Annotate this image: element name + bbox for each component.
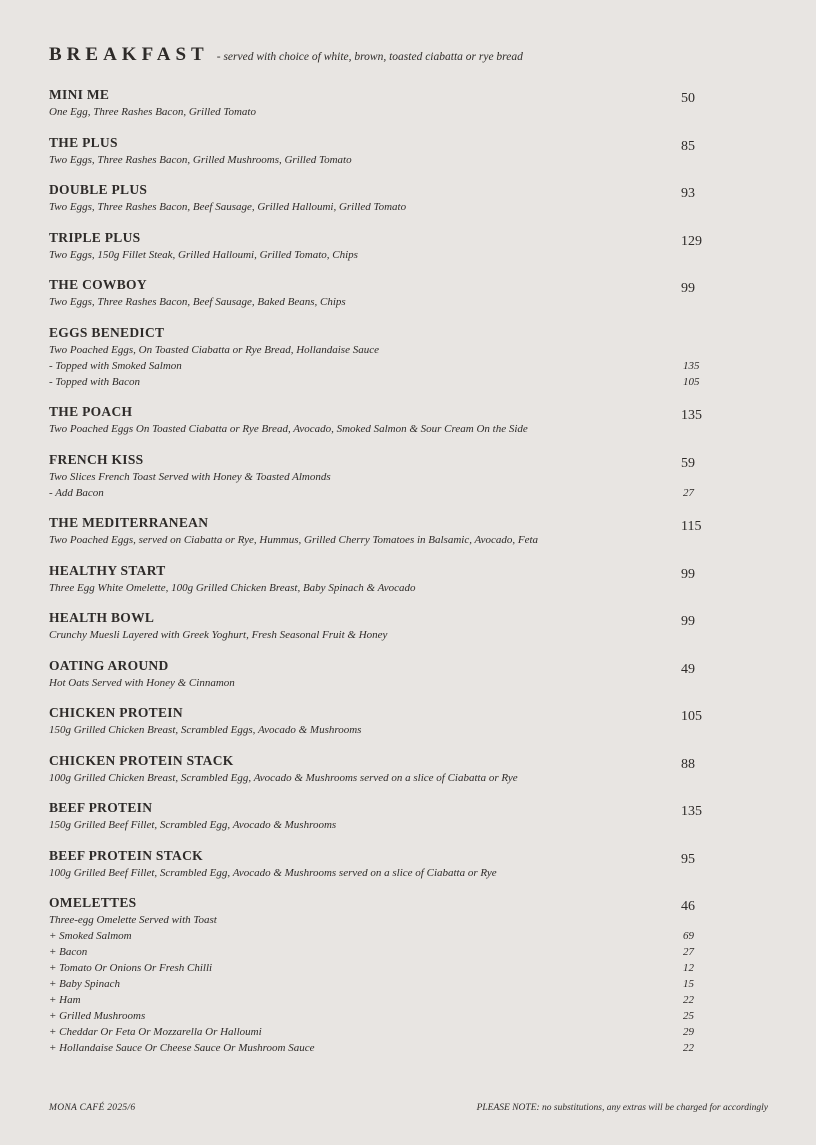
menu-item xyxy=(49,276,711,310)
menu-item-description: 150g Grilled Chicken Breast, Scrambled Eggs, Avocado & Mushrooms xyxy=(49,724,362,736)
menu-item-description: Crunchy Muesli Layered with Greek Yoghurt, Fresh Seasonal Fruit & Honey xyxy=(49,629,388,641)
menu-item xyxy=(49,229,711,263)
menu-item-description: Two Eggs, 150g Fillet Steak, Grilled Halloumi, Grilled Tomato, Chips xyxy=(49,248,358,261)
menu-item-price: 59 xyxy=(681,455,695,471)
menu-item-price: 88 xyxy=(681,756,695,772)
option-label: + Tomato Or Onions Or Fresh Chilli xyxy=(49,962,213,974)
menu-item-option xyxy=(49,960,711,976)
menu-item-price: 99 xyxy=(681,566,695,582)
menu-item-description: One Egg, Three Rashes Bacon, Grilled Tomato xyxy=(49,106,256,118)
menu-item xyxy=(49,134,711,168)
menu-item-header xyxy=(49,324,711,342)
menu-item-option xyxy=(49,358,711,374)
menu-item-option xyxy=(49,992,711,1008)
menu-item-option xyxy=(49,485,711,501)
option-price: 15 xyxy=(683,978,694,990)
option-label: - Add Bacon xyxy=(49,486,104,499)
menu-item-description: Two Eggs, Three Rashes Bacon, Beef Sausage, Grilled Halloumi, Grilled Tomato xyxy=(49,201,407,213)
menu-item-price: 85 xyxy=(681,138,695,154)
menu-item xyxy=(49,86,711,120)
menu-item-option xyxy=(49,1024,711,1040)
menu-item-name: THE PLUS xyxy=(49,134,118,150)
menu-item-name: THE COWBOY xyxy=(49,277,147,292)
option-label: + Hollandaise Sauce Or Cheese Sauce Or Mushroom Sauce xyxy=(49,1042,315,1054)
menu-item-header xyxy=(49,657,711,675)
menu-item-price: 95 xyxy=(681,851,695,867)
menu-item-description: Two Slices French Toast Served with Honey & Toasted Almonds xyxy=(49,470,331,483)
menu-item-name: HEALTH BOWL xyxy=(49,610,155,625)
menu-item-price: 135 xyxy=(681,804,702,819)
menu-item-name: THE MEDITERRANEAN xyxy=(49,515,209,530)
option-label: - Topped with Bacon xyxy=(49,375,140,388)
menu-item-header xyxy=(49,894,711,912)
menu-item-name: OMELETTES xyxy=(49,895,137,910)
option-price: 29 xyxy=(683,1026,694,1038)
option-label: + Cheddar Or Feta Or Mozzarella Or Halloumi xyxy=(49,1026,262,1038)
menu-header xyxy=(49,44,523,66)
menu-list xyxy=(49,86,711,1070)
option-price: 27 xyxy=(683,946,694,958)
option-price: 27 xyxy=(683,486,694,499)
option-label: + Baby Spinach xyxy=(49,978,120,990)
menu-item-description: Two Eggs, Three Rashes Bacon, Beef Sausage, Baked Beans, Chips xyxy=(49,296,346,308)
menu-item-header xyxy=(49,799,711,817)
menu-item-name: OATING AROUND xyxy=(49,657,169,673)
menu-item-header xyxy=(49,562,711,580)
menu-item-header xyxy=(49,704,711,722)
menu-item-header xyxy=(49,609,711,627)
menu-item xyxy=(49,847,711,881)
option-price: 22 xyxy=(683,994,694,1006)
menu-item-header xyxy=(49,86,711,104)
menu-item-price: 129 xyxy=(681,233,702,249)
menu-item-description: Two Poached Eggs On Toasted Ciabatta or Rye Bread, Avocado, Smoked Salmon & Sour Cream On the Side xyxy=(49,423,528,435)
menu-item-description: 100g Grilled Beef Fillet, Scrambled Egg, Avocado & Mushrooms served on a slice of Ciabatta or Rye xyxy=(49,866,497,879)
menu-item-name: FRENCH KISS xyxy=(49,451,144,467)
menu-item-description: Two Poached Eggs, served on Ciabatta or Rye, Hummus, Grilled Cherry Tomatoes in Balsamic, Avocado, Feta xyxy=(49,534,539,546)
menu-item-price: 49 xyxy=(681,661,695,677)
menu-item-description: 150g Grilled Beef Fillet, Scrambled Egg, Avocado & Mushrooms xyxy=(49,819,337,831)
menu-item xyxy=(49,324,711,390)
menu-item-price xyxy=(681,324,711,328)
menu-item-name: BEEF PROTEIN STACK xyxy=(49,847,203,863)
menu-item-name: MINI ME xyxy=(49,87,110,102)
menu-item-description: 100g Grilled Chicken Breast, Scrambled Egg, Avocado & Mushrooms served on a slice of Ciabatta or Rye xyxy=(49,771,518,784)
menu-item-option xyxy=(49,374,711,390)
menu-item xyxy=(49,799,711,833)
menu-item-price: 93 xyxy=(681,186,695,201)
menu-item-option xyxy=(49,976,711,992)
menu-item-option xyxy=(49,1008,711,1024)
menu-item xyxy=(49,752,711,786)
option-price: 25 xyxy=(683,1010,694,1022)
menu-item-price: 46 xyxy=(681,899,695,914)
menu-item-header xyxy=(49,134,711,152)
menu-item xyxy=(49,704,711,738)
menu-item-name: CHICKEN PROTEIN xyxy=(49,705,183,720)
option-price: 135 xyxy=(683,359,700,372)
menu-item-price: 99 xyxy=(681,614,695,629)
menu-item-header xyxy=(49,229,711,247)
footer-note: PLEASE NOTE: no substitutions, any extras will be charged for accordingly xyxy=(476,1103,768,1113)
menu-item-price: 99 xyxy=(681,281,695,296)
menu-title: BREAKFAST xyxy=(49,44,209,65)
menu-item-header xyxy=(49,752,711,770)
menu-item xyxy=(49,657,711,691)
menu-item xyxy=(49,562,711,596)
menu-item-name: CHICKEN PROTEIN STACK xyxy=(49,752,234,768)
menu-item-description: Two Eggs, Three Rashes Bacon, Grilled Mushrooms, Grilled Tomato xyxy=(49,153,352,166)
menu-item xyxy=(49,403,711,437)
menu-item-description: Three-egg Omelette Served with Toast xyxy=(49,914,217,926)
menu-item-price: 135 xyxy=(681,408,702,423)
menu-item-price: 50 xyxy=(681,91,695,106)
menu-item xyxy=(49,514,711,548)
option-price: 22 xyxy=(683,1042,694,1054)
option-price: 69 xyxy=(683,930,694,942)
menu-item xyxy=(49,609,711,643)
menu-item-option xyxy=(49,928,711,944)
menu-item-header xyxy=(49,276,711,294)
menu-item-name: EGGS BENEDICT xyxy=(49,324,165,340)
option-label: - Topped with Smoked Salmon xyxy=(49,359,182,372)
menu-item-description: Two Poached Eggs, On Toasted Ciabatta or Rye Bread, Hollandaise Sauce xyxy=(49,343,379,356)
menu-item-header xyxy=(49,403,711,421)
menu-item xyxy=(49,451,711,501)
menu-item-option xyxy=(49,944,711,960)
menu-item-option xyxy=(49,1040,711,1056)
option-price: 105 xyxy=(683,375,700,388)
menu-item-description: Hot Oats Served with Honey & Cinnamon xyxy=(49,676,235,689)
footer-brand: MONA CAFÉ 2025/6 xyxy=(49,1103,136,1113)
option-label: + Smoked Salmom xyxy=(49,930,132,942)
option-label: + Bacon xyxy=(49,946,88,958)
menu-item-name: BEEF PROTEIN xyxy=(49,800,153,815)
menu-item-name: TRIPLE PLUS xyxy=(49,229,141,245)
menu-item xyxy=(49,181,711,215)
menu-item-name: HEALTHY START xyxy=(49,562,166,578)
menu-item-description: Three Egg White Omelette, 100g Grilled Chicken Breast, Baby Spinach & Avocado xyxy=(49,581,416,594)
menu-item-header xyxy=(49,181,711,199)
menu-item-price: 115 xyxy=(681,519,702,534)
menu-item-price: 105 xyxy=(681,709,702,724)
menu-item-header xyxy=(49,847,711,865)
menu-item-header xyxy=(49,514,711,532)
menu-item-header xyxy=(49,451,711,469)
menu-item-name: THE POACH xyxy=(49,404,133,419)
menu-item xyxy=(49,894,711,1056)
option-label: + Grilled Mushrooms xyxy=(49,1010,146,1022)
option-label: + Ham xyxy=(49,994,81,1006)
menu-item-name: DOUBLE PLUS xyxy=(49,182,148,197)
menu-subtitle: - served with choice of white, brown, toasted ciabatta or rye bread xyxy=(216,51,523,63)
option-price: 12 xyxy=(683,962,694,974)
